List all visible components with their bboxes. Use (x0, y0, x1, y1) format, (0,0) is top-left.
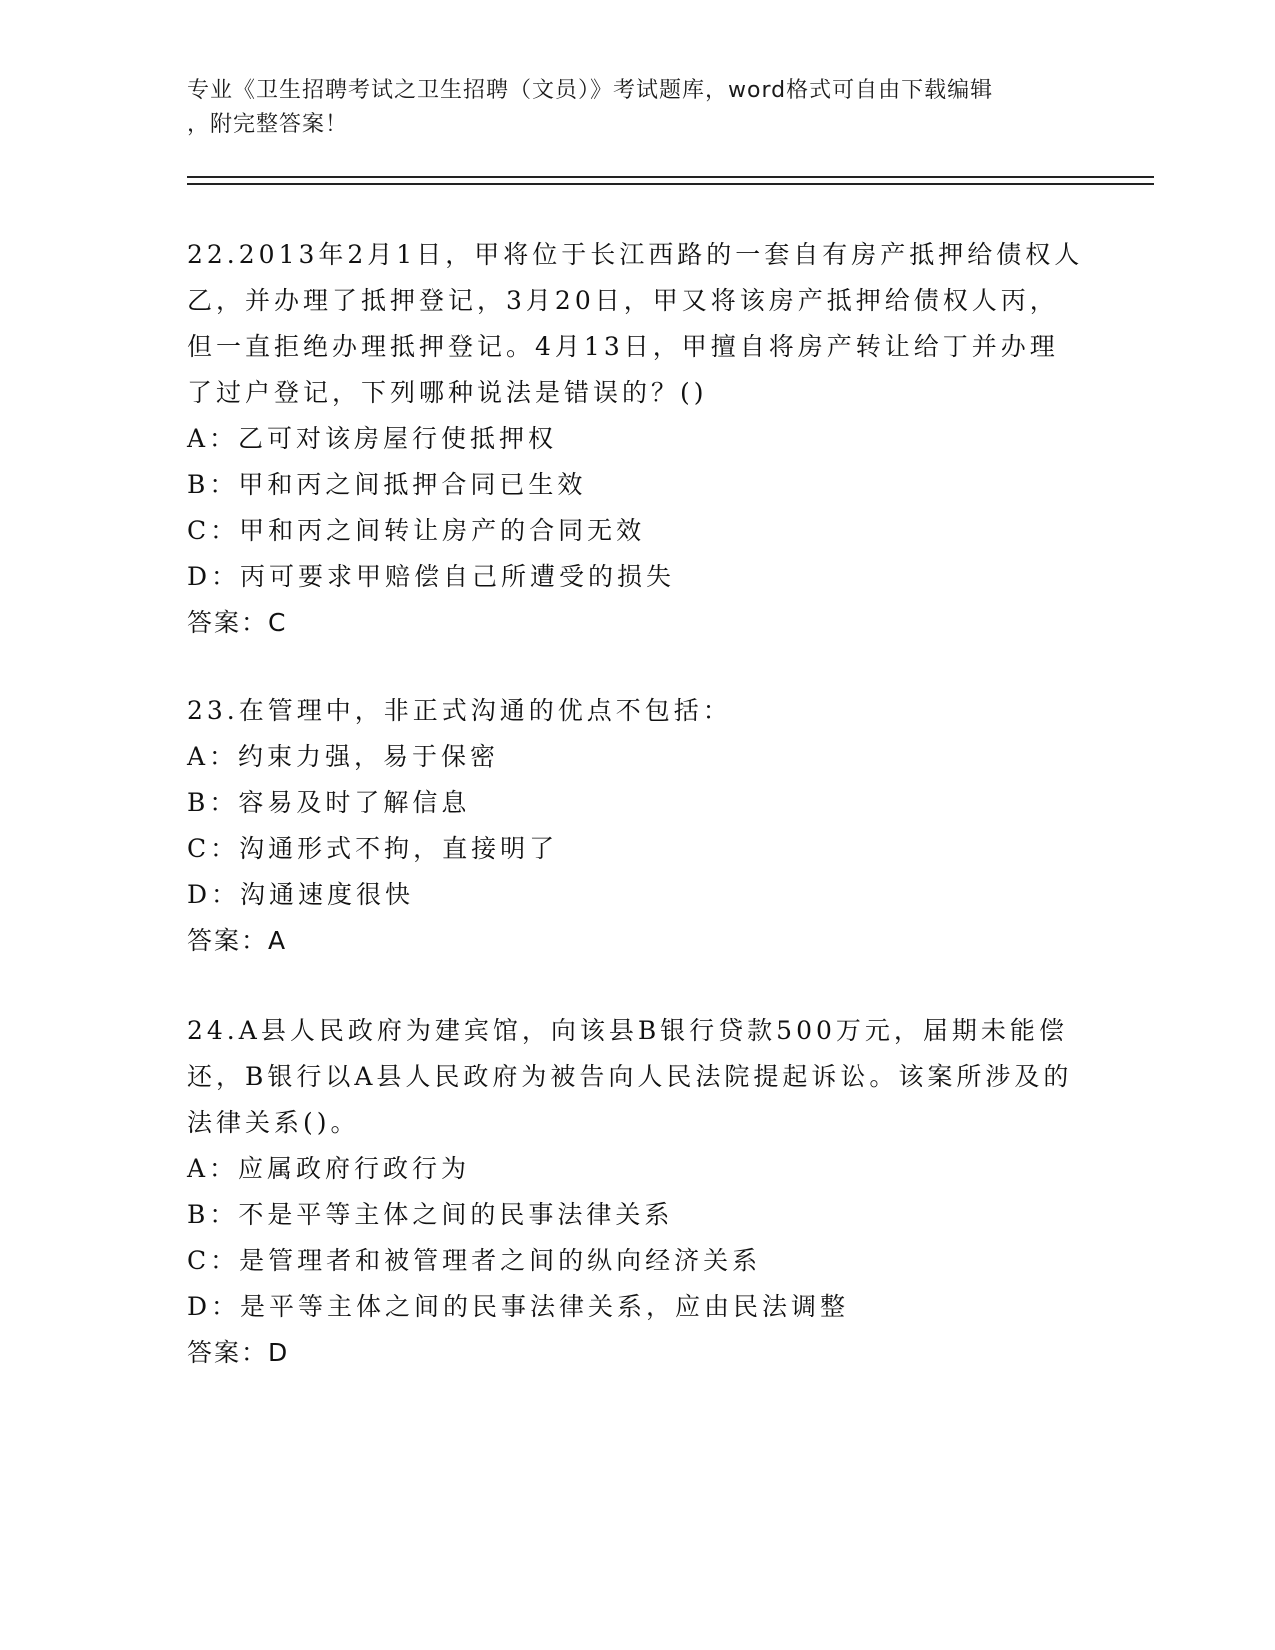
answer-label: 答案：D (187, 1338, 290, 1367)
question-text-line: 法律关系()。 (187, 1108, 360, 1137)
option-c: C：甲和丙之间转让房产的合同无效 (187, 516, 646, 545)
question-23 (187, 688, 1087, 964)
question-22 (187, 232, 1087, 646)
question-text-line: 22.2013年2月1日，甲将位于长江西路的一套自有房产抵押给债权人 (187, 240, 1084, 269)
header-divider-top (187, 176, 1154, 178)
option-c: C：是管理者和被管理者之间的纵向经济关系 (187, 1246, 762, 1275)
option-c: C：沟通形式不拘，直接明了 (187, 834, 559, 863)
question-text-line: 还，B银行以A县人民政府为被告向人民法院提起诉讼。该案所涉及的 (187, 1062, 1073, 1091)
answer-label: 答案：A (187, 926, 288, 955)
option-b: B：容易及时了解信息 (187, 788, 471, 817)
header-line-1: 专业《卫生招聘考试之卫生招聘（文员）》考试题库，word格式可自由下载编辑 (187, 78, 994, 103)
question-text-line: 24.A县人民政府为建宾馆，向该县B银行贷款500万元，届期未能偿 (187, 1016, 1068, 1045)
question-text-line: 乙，并办理了抵押登记，3月20日，甲又将该房产抵押给债权人丙， (187, 286, 1059, 315)
answer-label: 答案：C (187, 608, 288, 637)
option-d: D：是平等主体之间的民事法律关系，应由民法调整 (187, 1292, 850, 1321)
question-24 (187, 1008, 1087, 1376)
option-a: A：约束力强，易于保密 (187, 742, 500, 771)
question-text-line: 23.在管理中，非正式沟通的优点不包括： (187, 696, 732, 725)
document-header (187, 74, 1067, 142)
option-b: B：甲和丙之间抵押合同已生效 (187, 470, 587, 499)
header-divider-bottom (187, 183, 1154, 185)
header-line-2: ，附完整答案！ (187, 112, 349, 137)
question-text-line: 了过户登记，下列哪种说法是错误的？() (187, 378, 708, 407)
question-text-line: 但一直拒绝办理抵押登记。4月13日，甲擅自将房产转让给丁并办理 (187, 332, 1059, 361)
option-b: B：不是平等主体之间的民事法律关系 (187, 1200, 674, 1229)
option-a: A：乙可对该房屋行使抵押权 (187, 424, 558, 453)
option-d: D：丙可要求甲赔偿自己所遭受的损失 (187, 562, 676, 591)
option-a: A：应属政府行政行为 (187, 1154, 471, 1183)
option-d: D：沟通速度很快 (187, 880, 415, 909)
